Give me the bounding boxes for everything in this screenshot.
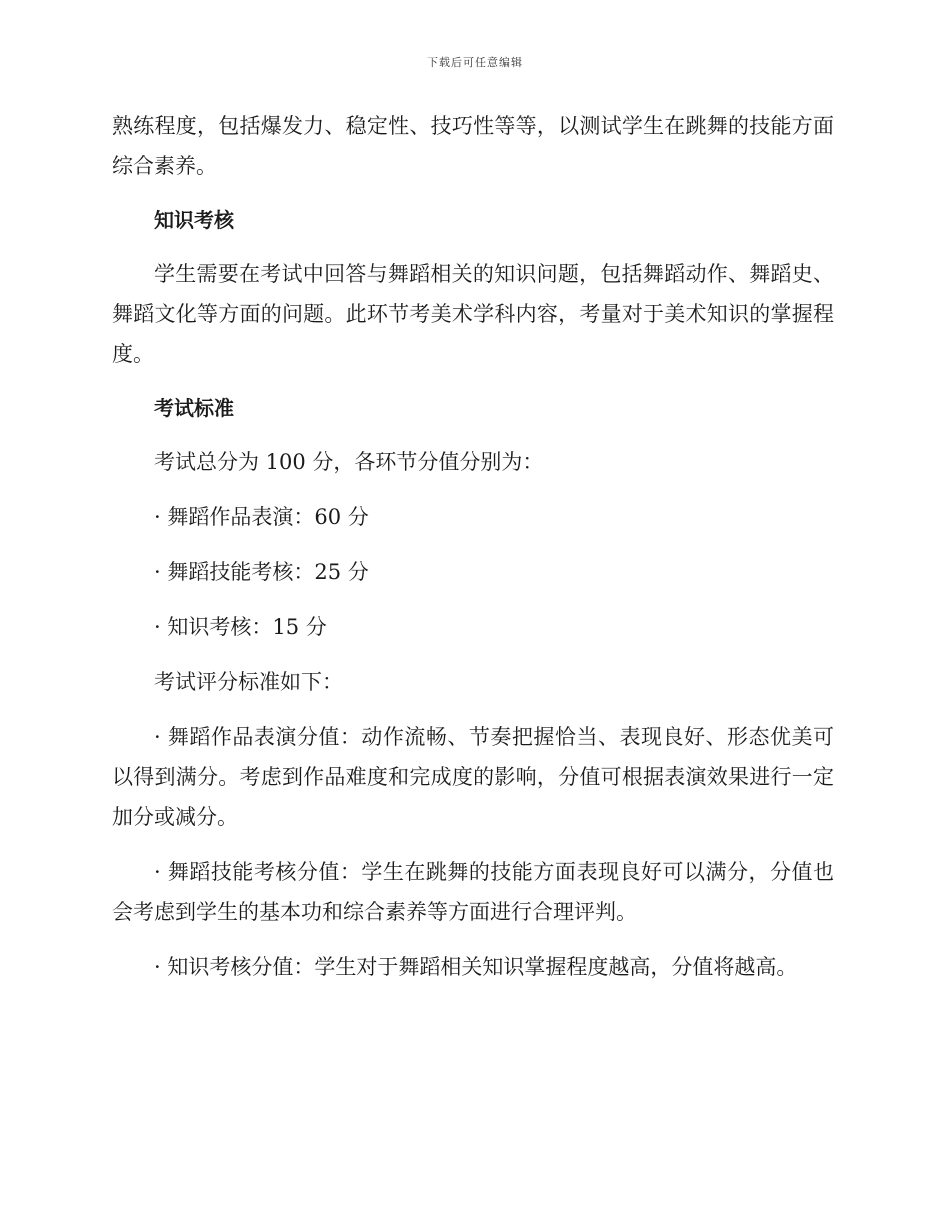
paragraph-knowledge-assessment: 学生需要在考试中回答与舞蹈相关的知识问题，包括舞蹈动作、舞蹈史、舞蹈文化等方面的问题。此环节考美术学科内容，考量对于美术知识的掌握程度。 (112, 262, 834, 366)
heading-exam-standard: 考试标准 (154, 396, 234, 420)
heading-knowledge-assessment: 知识考核 (154, 208, 234, 232)
criteria-knowledge: · 知识考核分值：学生对于舞蹈相关知识掌握程度越高，分值将越高。 (154, 955, 798, 979)
bullet-knowledge-score: · 知识考核：15 分 (154, 615, 327, 639)
paragraph-scoring-criteria: 考试评分标准如下： (154, 670, 343, 694)
paragraph-skill-continuation: 熟练程度，包括爆发力、稳定性、技巧性等等，以测试学生在跳舞的技能方面综合素养。 (112, 114, 834, 178)
bullet-performance-score: · 舞蹈作品表演：60 分 (154, 505, 369, 529)
bullet-skill-score: · 舞蹈技能考核：25 分 (154, 560, 369, 584)
paragraph-total-score: 考试总分为 100 分，各环节分值分别为： (154, 450, 544, 474)
page-header: 下载后可任意编辑 (427, 56, 523, 69)
criteria-performance: · 舞蹈作品表演分值：动作流畅、节奏把握恰当、表现良好、形态优美可以得到满分。考虑到作品难度和完成度的影响，分值可根据表演效果进行一定加分或减分。 (112, 725, 834, 829)
document-body (112, 106, 834, 987)
criteria-skill: · 舞蹈技能考核分值：学生在跳舞的技能方面表现良好可以满分，分值也会考虑到学生的基本功和综合素养等方面进行合理评判。 (112, 860, 834, 924)
